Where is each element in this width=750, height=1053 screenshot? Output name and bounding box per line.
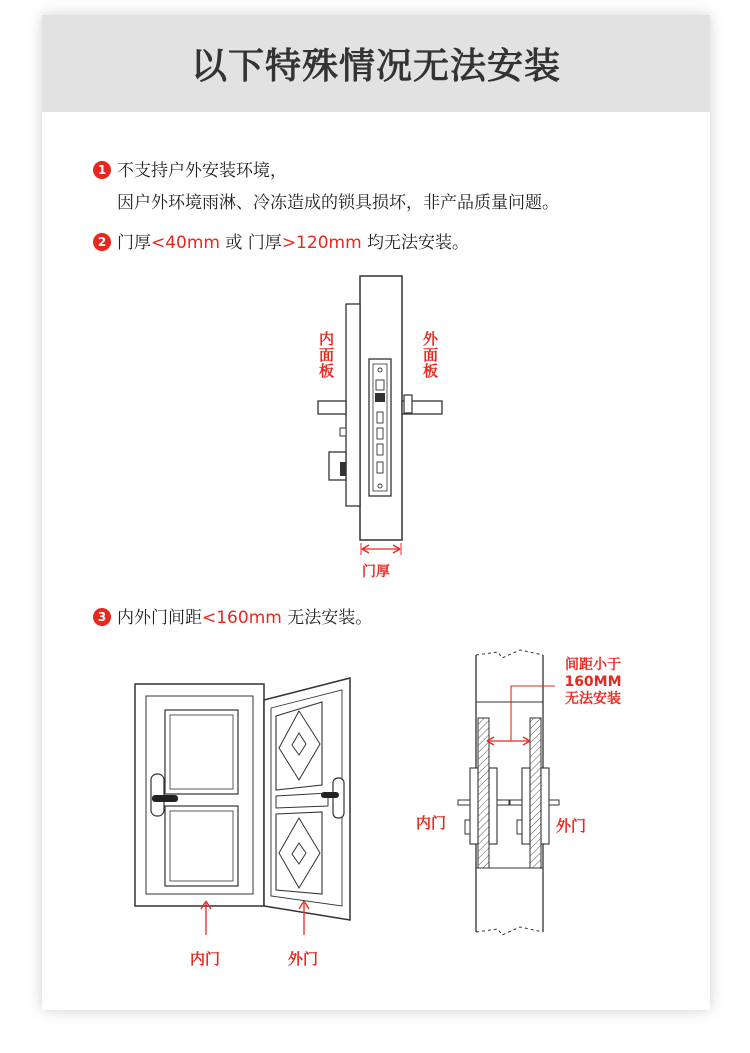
item-3-text-a: 内外门间距 [117,608,202,628]
item-1 [93,158,559,216]
item-2-text-b: 或 门厚 [220,233,282,253]
gap-note-line1: 间距小于 [565,657,621,673]
outer-panel-label: 外面板 [423,330,439,380]
page-title: 以下特殊情况无法安装 [190,46,561,87]
number-badge-3: 3 [93,608,111,626]
item-3-text-b: 无法安装。 [281,608,373,628]
gap-note-line2: 160MM [564,674,622,690]
item-2 [93,230,469,256]
item-2-text-a: 门厚 [117,233,151,253]
door-thickness-label: 门厚 [362,564,390,580]
section-outer-door-label: 外门 [556,817,587,835]
item-1-line1: 不支持户外安装环境， [117,161,287,181]
item-3 [93,605,372,631]
number-badge-2: 2 [93,233,111,251]
gap-note-line3: 无法安装 [565,691,621,707]
item-1-line2: 因户外环境雨淋、冷冻造成的锁具损坏，非产品质量问题。 [117,193,559,213]
section-diagram [450,645,560,940]
item-2-limit-max: >120mm [281,233,362,253]
door-diagram [128,670,358,935]
inner-panel-label: 内面板 [319,330,335,380]
item-3-limit: <160mm [202,608,282,628]
header-banner [42,15,710,112]
item-2-text-c: 均无法安装。 [361,233,470,253]
gap-note [553,657,633,708]
outer-door-label: 外门 [288,950,319,968]
item-2-limit-min: <40mm [151,233,220,253]
inner-door-label: 内门 [190,950,221,968]
section-inner-door-label: 内门 [416,814,447,832]
number-badge-1: 1 [93,161,111,179]
lock-diagram [300,272,470,584]
